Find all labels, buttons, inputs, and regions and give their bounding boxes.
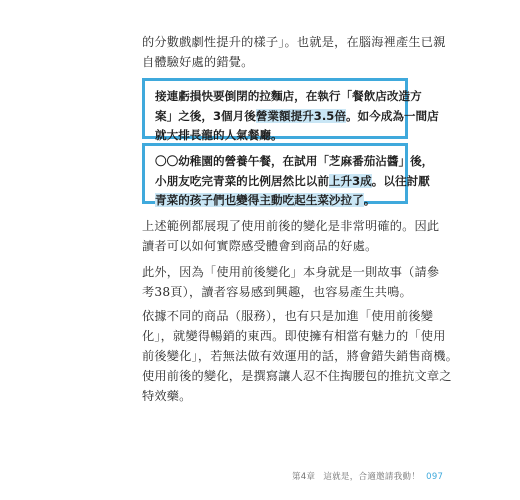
box-line [155, 172, 430, 192]
text-line: 的分數戲劇性提升的樣子」。也就是，在腦海裡產生已親 [142, 35, 446, 49]
text-line: 考38頁），讀者容易感到興趣，也容易產生共鳴。 [142, 285, 412, 299]
box-line: 〇〇幼稚園的營養午餐，在試用「芝麻番茄沾醬」後， [155, 154, 434, 168]
box-line: 就大排長龍的人氣餐廳。 [155, 128, 283, 142]
body-paragraph-2 [142, 262, 440, 302]
highlight-text: 青菜的孩子們也變得主動吃起生菜沙拉了 [155, 193, 364, 207]
chapter-label: 第4章 [292, 472, 316, 482]
text-line: 依據不同的商品（服務），也有只是加進「使用前後變 [142, 309, 434, 323]
highlight-text: 上升3成 [328, 173, 372, 188]
body-paragraph-1 [142, 216, 440, 256]
box-line [155, 107, 439, 127]
chapter-title: 這就是，合適邀請我動！ [323, 472, 421, 482]
page-number: 097 [426, 472, 444, 482]
text-line: 自體驗好處的錯覺。 [142, 55, 254, 69]
intro-paragraph [142, 32, 446, 72]
text-line: 化」，就變得暢銷的東西。即使擁有相當有魅力的「使用 [142, 329, 446, 343]
box-text: 。 [363, 193, 376, 207]
text-line: 此外，因為「使用前後變化」本身就是一則故事（請參 [142, 265, 440, 279]
box-text: 。如今成為一間店 [345, 108, 439, 123]
text-line: 前後變化」，若無法做有效運用的話，將會錯失銷售商機。 [142, 349, 458, 363]
box-line [155, 191, 397, 211]
example-box-ramen [142, 78, 439, 142]
body-paragraph-3 [142, 306, 458, 406]
text-line: 讀者可以如何實際感受體會到商品的好處。 [142, 239, 378, 253]
highlight-text: 營業額提升3.5倍 [255, 108, 346, 123]
box-text: 。以往討厭 [371, 173, 430, 188]
text-line: 上述範例都展現了使用前後的變化是非常明確的。因此 [142, 219, 440, 233]
example-box-kindergarten [142, 143, 434, 207]
box-text: 小朋友吃完青菜的比例居然比以前 [155, 173, 329, 188]
text-line: 使用前後的變化，是撰寫讓人忍不住掏腰包的推抗文章之 [142, 369, 452, 383]
box-text: 案」之後，3個月後 [155, 108, 256, 123]
box-line: 接連虧損快要倒閉的拉麵店，在執行「餐飲店改造方 [155, 89, 422, 103]
text-line: 特效藥。 [142, 389, 192, 403]
page-footer [292, 470, 443, 482]
